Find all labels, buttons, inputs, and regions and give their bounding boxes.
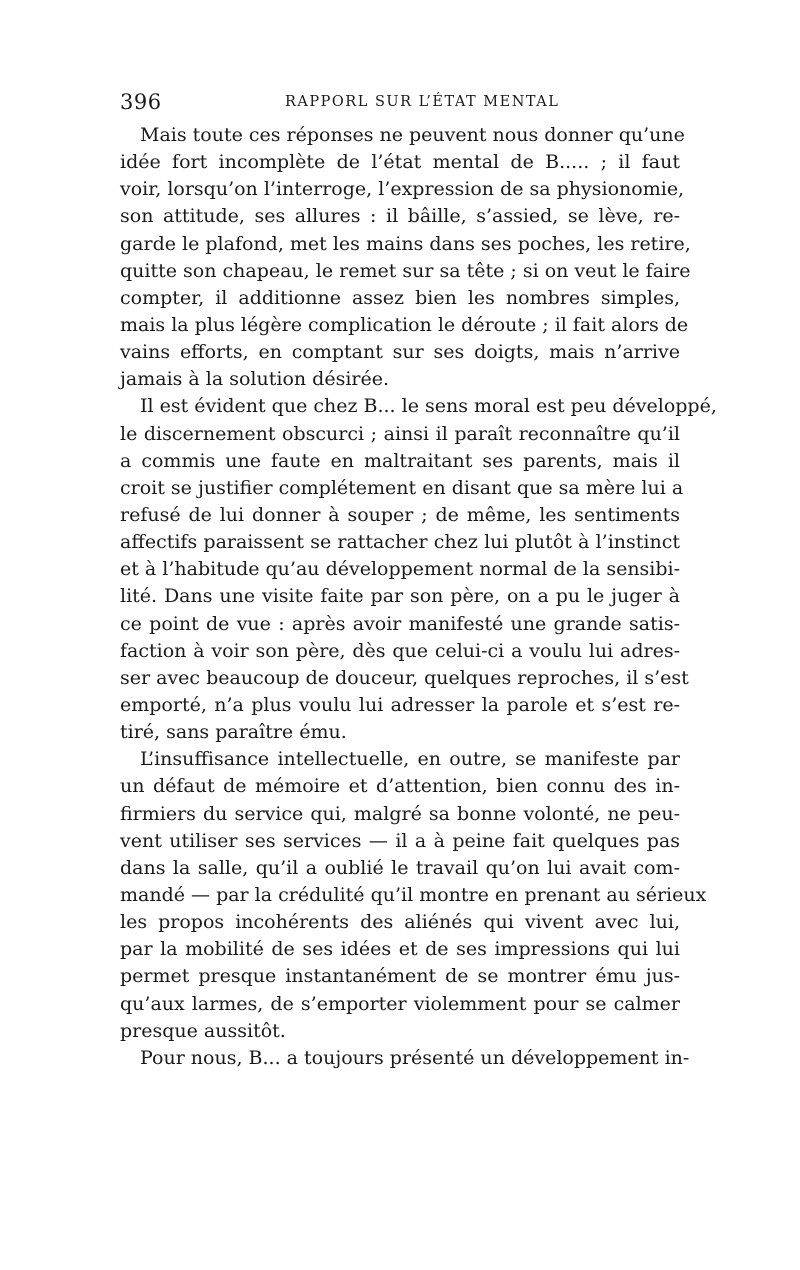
text-line: son attitude, ses allures : il bâille, s’assied, se lève, re- xyxy=(120,205,680,228)
text-line: L’insuffisance intellectuelle, en outre, se manifeste par xyxy=(140,748,680,771)
text-line: quitte son chapeau, le remet sur sa tête ; si on veut le faire xyxy=(120,259,691,282)
page-number: 396 xyxy=(120,90,162,114)
paragraph-3 xyxy=(120,746,707,1045)
text-line: Mais toute ces réponses ne peuvent nous donner qu’une xyxy=(140,124,685,146)
text-line: affectifs paraissent se rattacher chez lui plutôt à l’instinct xyxy=(120,531,680,554)
text-line: tiré, sans paraître ému. xyxy=(120,721,347,744)
running-head xyxy=(120,90,680,118)
text-line: voir, lorsqu’on l’interroge, l’expression de sa physionomie, xyxy=(120,178,685,201)
text-line: ce point de vue : après avoir manifesté une grande satis- xyxy=(120,612,680,635)
text-line: refusé de lui donner à souper ; de même, les sentiments xyxy=(120,503,680,526)
text-line: vains efforts, en comptant sur ses doigts, mais n’arrive xyxy=(120,341,680,364)
text-line: lité. Dans une visite faite par son père, on a pu le juger à xyxy=(120,585,680,608)
paragraph-4 xyxy=(120,1045,690,1072)
paragraph-2 xyxy=(120,393,717,746)
text-line: qu’aux larmes, de s’emporter violemment pour se calmer xyxy=(120,992,680,1015)
text-line: garde le plafond, met les mains dans ses poches, les retire, xyxy=(120,232,691,255)
text-line: presque aussitôt. xyxy=(120,1019,286,1042)
text-line: emporté, n’a plus voulu lui adresser la parole et s’est re- xyxy=(120,693,680,716)
text-line: croit se justifier complétement en disant que sa mère lui a xyxy=(120,476,684,499)
text-line: un défaut de mémoire et d’attention, bien connu des in- xyxy=(120,775,680,798)
text-line: idée fort incomplète de l’état mental de B..... ; il faut xyxy=(120,151,680,174)
paragraph-1 xyxy=(120,122,691,393)
text-line: permet presque instantanément de se montrer ému jus- xyxy=(120,965,680,988)
running-title: RAPPORL SUR L’ÉTAT MENTAL xyxy=(285,94,560,110)
text-line: compter, il additionne assez bien les nombres simples, xyxy=(120,286,680,309)
body-text xyxy=(120,122,717,1072)
text-line: Pour nous, B... a toujours présenté un développement in- xyxy=(140,1046,690,1069)
text-line: par la mobilité de ses idées et de ses impressions qui lui xyxy=(120,938,680,961)
text-line: et à l’habitude qu’au développement normal de la sensibi- xyxy=(120,558,681,581)
text-line: ser avec beaucoup de douceur, quelques reproches, il s’est xyxy=(120,666,689,689)
text-line: faction à voir son père, dès que celui-ci a voulu lui adres- xyxy=(120,639,680,662)
text-line: a commis une faute en maltraitant ses parents, mais il xyxy=(120,449,680,472)
text-line: Il est évident que chez B... le sens moral est peu développé, xyxy=(140,395,717,418)
text-line: vent utiliser ses services — il a à peine fait quelques pas xyxy=(120,829,680,852)
text-line: firmiers du service qui, malgré sa bonne volonté, ne peu- xyxy=(120,802,680,825)
text-line: les propos incohérents des aliénés qui vivent avec lui, xyxy=(120,911,680,934)
text-line: mais la plus légère complication le déroute ; il fait alors de xyxy=(120,313,689,336)
text-line: mandé — par la crédulité qu’il montre en prenant au sérieux xyxy=(120,883,707,906)
text-line: le discernement obscurci ; ainsi il paraît reconnaître qu’il xyxy=(120,422,680,445)
text-line: jamais à la solution désirée. xyxy=(120,368,390,391)
text-line: dans la salle, qu’il a oublié le travail qu’on lui avait com- xyxy=(120,856,680,879)
